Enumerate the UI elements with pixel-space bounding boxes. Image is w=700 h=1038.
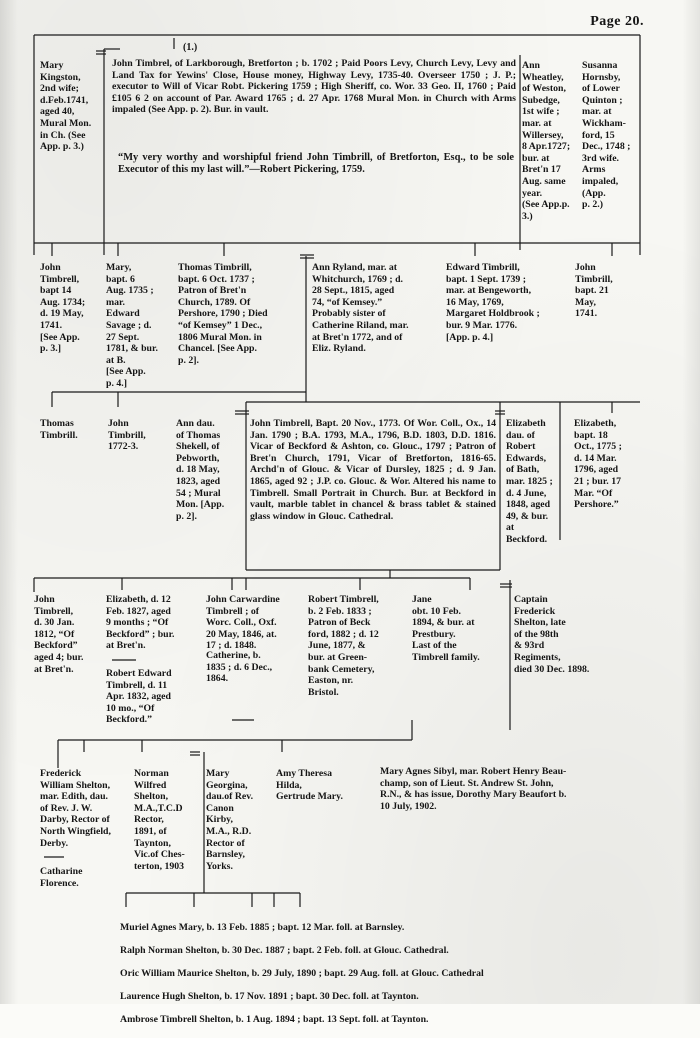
entry-robert-edward-timbrell: Robert Edward Timbrell, d. 11 Apr. 1832, aged 10 mo., “Of Beckford.” <box>106 668 172 726</box>
entry-john-timbrel: John Timbrel, of Larkborough, Bretforton ; b. 1702 ; Paid Poors Levy, Church Levy, Levy and Land Tax for Yewins' Close, House money, Highway Levy, 1735-40. Overseer 1750 ; J. P.; executor to Will of Vicar Robt. Pickering 1759 ; High Sheriff, co. Wor. 33 Geo. II, 1760 ; Paid £105 6 2 on account of Par. Award 1765 ; d. 27 Apr. 1768 Mural Mon. in Church with Arms impaled (See App. p. 2). Bur. in vault. <box>112 58 516 116</box>
entry-thomas-timbrill: Thomas Timbrill, bapt. 6 Oct. 1737 ; Patron of Bret'n Church, 1789. Of Pershore, 1790 ; Died “of Kemsey” 1 Dec., 1806 Mural Mon. in Chancel. [See App. p. 2]. <box>178 262 268 366</box>
gen6-line: Muriel Agnes Mary, b. 13 Feb. 1885 ; bapt. 12 Mar. foll. at Barnsley. <box>120 921 405 933</box>
entry-jane: Jane obt. 10 Feb. 1894, & bur. at Prestbury. Last of the Timbrell family. <box>412 594 480 663</box>
entry-catherine: Catherine, b. 1835 ; d. 6 Dec., 1864. <box>206 650 273 685</box>
entry-catharine-florence: Catharine Florence. <box>40 866 83 889</box>
entry-mary-1735: Mary, bapt. 6 Aug. 1735 ; mar. Edward Savage ; d. 27 Sept. 1781, & bur. at B. [See App. p. 4.] <box>106 262 158 389</box>
entry-john-timbrill-1772: John Timbrill, 1772-3. <box>108 418 146 453</box>
entry-susanna-hornsby: Susanna Hornsby, of Lower Quinton ; mar. at Wickham- ford, 15 Dec., 1748 ; 3rd wife. Arms impaled, (App. p. 2.) <box>582 60 631 211</box>
entry-frederick-william-shelton: Frederick William Shelton, mar. Edith, dau. of Rev. J. W. Darby, Rector of North Wingfield, Derby. <box>40 768 111 849</box>
entry-elizabeth-edwards: Elizabeth dau. of Robert Edwards, of Bath, mar. 1825 ; d. 4 June, 1848, aged 49, & bur. at Beckford. <box>506 418 553 545</box>
gen6-line: Oric William Maurice Shelton, b. 29 July, 1890 ; bapt. 29 Aug. foll. at Glouc. Cathedral <box>120 967 484 979</box>
entry-ann-shekell: Ann dau. of Thomas Shekell, of Pebworth, d. 18 May, 1823, aged 54 ; Mural Mon. [App. p. 2]. <box>176 418 225 522</box>
entry-ann-ryland: Ann Ryland, mar. at Whitchurch, 1769 ; d. 28 Sept., 1815, aged 74, “of Kemsey.” Probably sister of Catherine Riland, mar. at Bret'n 1772, and of Eliz. Ryland. <box>312 262 409 355</box>
entry-mary-kingston: Mary Kingston, 2nd wife; d.Feb.1741, aged 40, Mural Mon. in Ch. (See App. p. 3.) <box>40 60 92 153</box>
entry-amy-theresa: Amy Theresa Hilda, Gertrude Mary. <box>276 768 343 803</box>
entry-edward-timbrill: Edward Timbrill, bapt. 1 Sept. 1739 ; mar. at Bengeworth, 16 May, 1769, Margaret Holdbrook ; bur. 9 Mar. 1776. [App. p. 4.] <box>446 262 540 343</box>
entry-elizabeth-1775: Elizabeth, bapt. 18 Oct., 1775 ; d. 14 Mar. 1796, aged 21 ; bur. 17 Mar. “Of Pershore.” <box>574 418 622 511</box>
entry-ann-wheatley: Ann Wheatley, of Weston, Subedge, 1st wife ; mar. at Willersey, 8 Apr.1727; bur. at Bret'n 17 Aug. same year. (See App.p. 3.) <box>522 60 571 222</box>
pickering-quote: “My very worthy and worshipful friend John Timbrill, of Bretforton, Esq., to be sole Executor of this my last will.”—Robert Pickering, 1759. <box>118 152 514 175</box>
entry-captain-frederick-shelton: Captain Frederick Shelton, late of the 98th & 93rd Regiments, died 30 Dec. 1898. <box>514 594 590 675</box>
entry-mary-georgina: Mary Georgina, dau.of Rev. Canon Kirby, M.A., R.D. Rector of Barnsley, Yorks. <box>206 768 254 872</box>
gen6-list <box>120 910 640 1038</box>
entry-john-timbrill-1741: John Timbrill, bapt. 21 May, 1741. <box>575 262 613 320</box>
entry-norman-wilfred-shelton: Norman Wilfred Shelton, M.A.,T.C.D Rector, 1891, of Taynton, Vic.of Ches- terton, 1903 <box>134 768 185 872</box>
entry-john-timbrell-1812: John Timbrell, d. 30 Jan. 1812, “Of Beckford” aged 4; bur. at Bret'n. <box>34 594 84 675</box>
entry-john-timbrell-1734: John Timbrell, bapt 14 Aug. 1734; d. 19 May, 1741. [See App. p. 3.] <box>40 262 86 355</box>
gen6-line: Ambrose Timbrell Shelton, b. 1 Aug. 1894 ; bapt. 13 Sept. foll. at Taynton. <box>120 1014 429 1026</box>
entry-elizabeth-1827: Elizabeth, d. 12 Feb. 1827, aged 9 months ; “Of Beckford” ; bur. at Bret'n. <box>106 594 175 652</box>
page-number: Page 20. <box>590 14 644 29</box>
entry-robert-timbrell: Robert Timbrell, b. 2 Feb. 1833 ; Patron of Beck ford, 1882 ; d. 12 June, 1877, & bur. at Green- bank Cemetery, Easton, nr. Bristol. <box>308 594 379 698</box>
gen6-line: Laurence Hugh Shelton, b. 17 Nov. 1891 ; bapt. 30 Dec. foll. at Taynton. <box>120 991 419 1003</box>
generation-number: (1.) <box>183 42 198 53</box>
entry-john-carwardine-timbrell: John Carwardine Timbrell ; of Worc. Coll., Oxf. 20 May, 1846, at. 17 ; d. 1848. <box>206 594 280 652</box>
gen6-line: Ralph Norman Shelton, b. 30 Dec. 1887 ; bapt. 2 Feb. foll. at Glouc. Cathedral. <box>120 944 449 956</box>
entry-john-timbrell-1773: John Timbrell, Bapt. 20 Nov., 1773. Of Wor. Coll., Ox., 14 Jan. 1790 ; B.A. 1793, M.A., 1796, B.D. 1803, D.D. 1816. Vicar of Beckford & Ashton, co. Glouc., 1797 ; Patron of Bret'n Church, 1791, Vicar of Bretforton, 1816-65. Archd'n of Glouc. & Vicar of Dursley, 1825 ; d. 9 Jan. 1865, aged 92 ; J.P. co. Glouc. & Wor. Altered his name to Timbrell. Small Portrait in Church. Bur. at Beckford in vault, marble tablet in chancel & brass tablet & stained glass window in Glouc. Cathedral. <box>250 418 496 522</box>
entry-thomas-timbrill-gen3: Thomas Timbrill. <box>40 418 78 441</box>
entry-mary-agnes-sibyl: Mary Agnes Sibyl, mar. Robert Henry Beau- champ, son of Lieut. St. Andrew St. John, R.N., & has issue, Dorothy Mary Beaufort b. 10 July, 1902. <box>380 766 567 812</box>
